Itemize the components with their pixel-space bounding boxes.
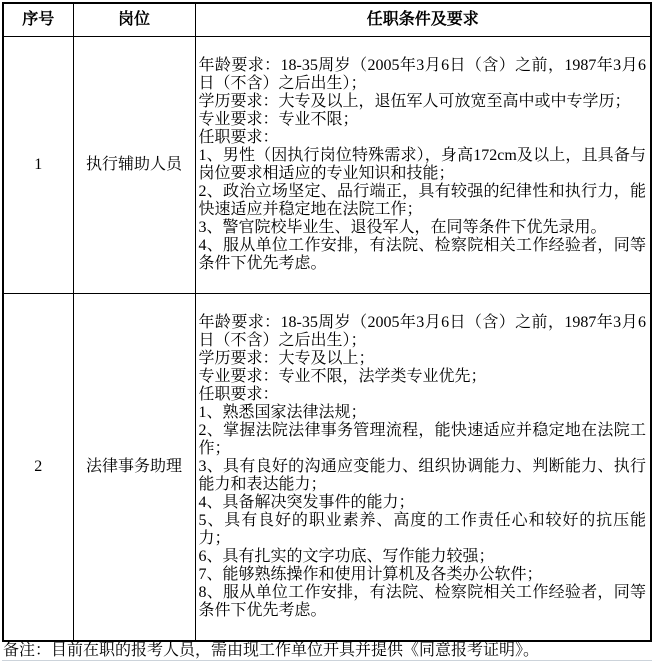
cell-requirements [195, 294, 651, 642]
requirement-line: 2、政治立场坚定、品行端正，具有较强的纪律性和执行力，能快速适应并稳定地在法院工作； [198, 183, 646, 218]
header-row [3, 3, 651, 37]
table-row [3, 37, 651, 294]
job-requirements-table [2, 2, 652, 642]
requirement-line: 学历要求：大专及以上，退伍军人可放宽至高中或中专学历； [198, 93, 631, 110]
requirement-line: 6、具有扎实的文字功底、写作能力较强； [198, 548, 495, 565]
requirement-line: 学历要求：大专及以上； [198, 350, 375, 367]
table-header [3, 3, 651, 37]
table-row [3, 294, 651, 642]
header-cell-position: 岗位 [73, 3, 195, 37]
header-cell-no: 序号 [3, 3, 73, 37]
requirement-line: 任职要求： [198, 386, 279, 403]
cell-no: 2 [3, 294, 73, 642]
requirement-line: 2、掌握法院法律事务管理流程，能快速适应并稳定地在法院工作； [198, 422, 646, 457]
requirement-line: 专业要求：专业不限，法学类专业优先； [198, 368, 487, 385]
requirement-line: 专业要求：专业不限； [198, 111, 359, 128]
cell-no: 1 [3, 37, 73, 294]
requirement-line: 4、具备解决突发事件的能力； [198, 494, 415, 511]
header-cell-requirements: 任职条件及要求 [195, 3, 651, 37]
requirement-line: 8、服从单位工作安排，有法院、检察院相关工作经验者，同等条件下优先考虑。 [198, 584, 646, 619]
requirement-line: 4、服从单位工作安排，有法院、检察院相关工作经验者，同等条件下优先考虑。 [198, 237, 646, 272]
requirement-line: 7、能够熟练操作和使用计算机及各类办公软件； [198, 566, 543, 583]
requirement-line: 年龄要求：18-35周岁（2005年3月6日（含）之前，1987年3月6日（不含）之后出生）； [198, 57, 646, 92]
remark-note: 备注：目前在职的报考人员，需由现工作单位开具并提供《同意报考证明》。 [2, 642, 652, 661]
requirement-line: 3、具有良好的沟通应变能力、组织协调能力、判断能力、执行能力和表达能力； [198, 458, 646, 493]
requirement-line: 1、男性（因执行岗位特殊需求），身高172cm及以上，且具备与岗位要求相适应的专业知识和技能； [198, 147, 646, 182]
requirement-line: 年龄要求：18-35周岁（2005年3月6日（含）之前，1987年3月6日（不含）之后出生）； [198, 314, 646, 349]
requirement-line: 任职要求： [198, 129, 279, 146]
cell-position: 法律事务助理 [73, 294, 195, 642]
job-table-body [3, 37, 651, 642]
cell-position: 执行辅助人员 [73, 37, 195, 294]
requirement-line: 5、具有良好的职业素养、高度的工作责任心和较好的抗压能力； [198, 512, 646, 547]
cell-requirements [195, 37, 651, 294]
requirement-line: 1、熟悉国家法律法规； [198, 404, 367, 421]
requirement-line: 3、警官院校毕业生、退役军人，在同等条件下优先录用。 [198, 219, 607, 236]
